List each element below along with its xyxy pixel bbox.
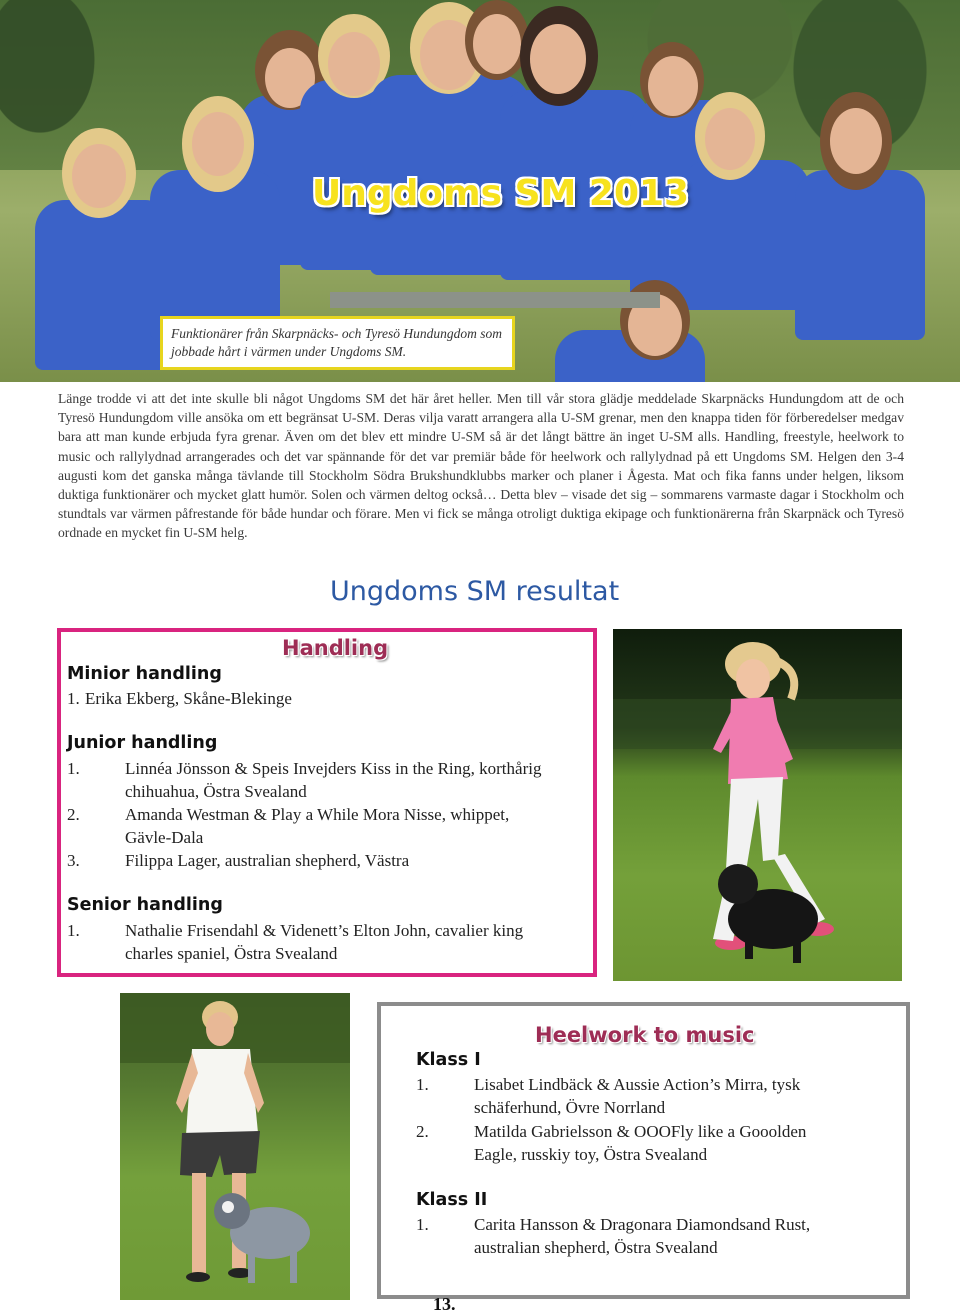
handling-title: Handling (282, 636, 389, 660)
result-entry: 1. Carita Hansson & Dragonara Diamondsand Rust, australian shepherd, Östra Svealand (416, 1215, 811, 1257)
hero-title: Ungdoms SM 2013 (312, 173, 690, 214)
result-entry: 1. Erika Ekberg, Skåne-Blekinge (67, 689, 292, 708)
result-entry: 1. Lisabet Lindbäck & Aussie Action’s Mirra, tysk schäferhund, Övre Norrland (416, 1075, 801, 1117)
woman-with-dog-illustration (120, 993, 350, 1300)
section-heading-senior: Senior handling (67, 895, 223, 915)
photo-caption: Funktionärer från Skarpnäcks- och Tyresö Hundungdom som jobbade hårt i värmen under Ungdoms SM. (160, 316, 515, 370)
section-heading-klass-1: Klass I (416, 1050, 481, 1070)
woman-with-dog-photo (120, 993, 350, 1300)
section-heading-klass-2: Klass II (416, 1190, 488, 1210)
girl-with-dog-illustration (613, 629, 902, 981)
hero-photo (0, 0, 960, 382)
page-number: 13. (433, 1294, 456, 1314)
result-entry: 2. Matilda Gabrielsson & OOOFly like a Gooolden Eagle, russkiy toy, Östra Svealand (416, 1122, 807, 1164)
result-entry: 1. Nathalie Frisendahl & Videnett’s Elton John, cavalier king charles spaniel, Östra Svealand (67, 921, 524, 963)
section-heading-minior: Minior handling (67, 664, 222, 684)
article-body: Länge trodde vi att det inte skulle bli något Ungdoms SM det här året heller. Men till vår stora glädje meddelade Skarpnäcks Hundungdom att de och Tyresö Hundungdom ville ansöka om ett begränsat U-SM. Deras vilja varatt arrangera alla U-SM grenar, men den knappa tiden för förberedelser medgav bara att man kunde erbjuda fyra grenar. Även om det blev ett mindre U-SM så är det långt bättre än inget U-SM alls. Handling, freestyle, heelwork to music och rallylydnad arrangerades och det var spännande för det var premiär både för heelwork och rallylydnad på ett Ungdoms SM. Helgen den 3-4 augusti kom det ganska många tävlande till Stockholm Södra Brukshundklubbs marker och planer i Ågesta. Mat och fika fanns under helgen, liksom duktiga funktionärer och mycket glatt humör. Solen och värmen deltog också… Detta blev – visade det sig – sommarens varmaste dagar i Stockholm och stundtals var värmen påfrestande för både hundar och förare. Men vi fick se många otroligt duktiga ekipage och funktionärerna från Skarpnäck och Tyresö ordnade en mycket fin U-SM helg. (58, 391, 904, 541)
girl-with-dog-photo (613, 629, 902, 981)
section-heading-junior: Junior handling (67, 733, 218, 753)
heelwork-title: Heelwork to music (535, 1023, 755, 1047)
results-heading: Ungdoms SM resultat (330, 576, 620, 607)
result-entry: 2. Amanda Westman & Play a While Mora Nisse, whippet, Gävle-Dala (67, 805, 510, 847)
result-entry: 3. Filippa Lager, australian shepherd, Västra (67, 851, 410, 870)
result-entry: 1. Linnéa Jönsson & Speis Invejders Kiss in the Ring, korthårig chihuahua, Östra Svealand (67, 759, 542, 801)
